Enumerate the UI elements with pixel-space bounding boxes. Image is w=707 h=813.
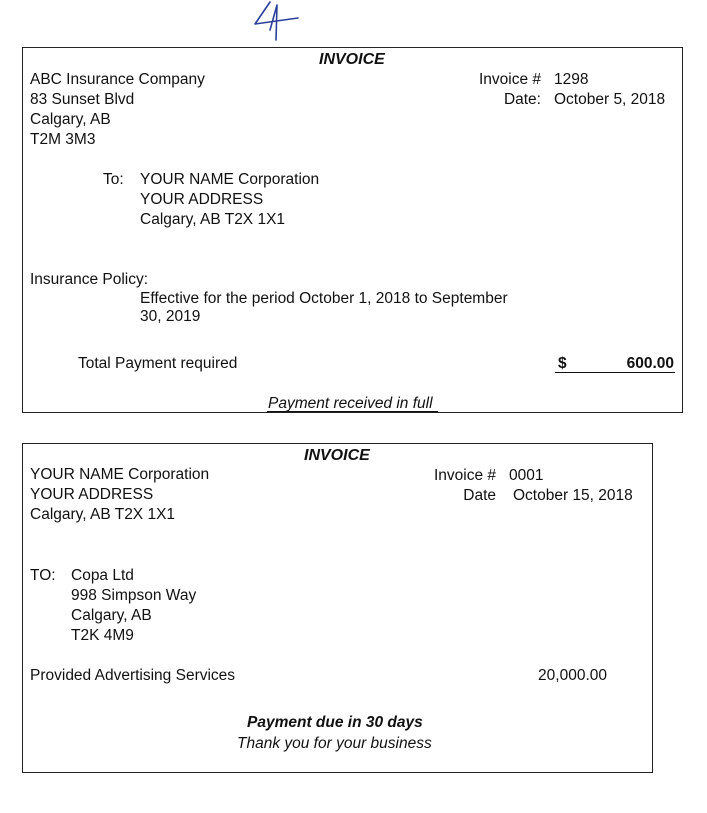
recipient-city: Calgary, AB T2X 1X1 [140, 211, 286, 228]
sender-street: YOUR ADDRESS [30, 486, 154, 503]
payment-status-note: Payment received in full [268, 395, 433, 412]
policy-period-line-2: 30, 2019 [140, 308, 201, 325]
recipient-label: TO: [30, 567, 56, 584]
invoice-number: 0001 [509, 467, 544, 484]
sender-name: YOUR NAME Corporation [30, 466, 210, 483]
invoice-date: October 5, 2018 [554, 91, 666, 108]
sender-city: Calgary, AB T2X 1X1 [30, 506, 176, 523]
invoice-number-label: Invoice # [478, 71, 541, 88]
invoice-number: 1298 [554, 71, 589, 88]
payment-terms: Payment due in 30 days [247, 714, 423, 731]
invoice-number-label: Invoice # [433, 467, 496, 484]
recipient-label: To: [103, 171, 124, 188]
sender-street: 83 Sunset Blvd [30, 91, 135, 108]
sender-name: ABC Insurance Company [30, 71, 205, 88]
sender-city: Calgary, AB [30, 111, 111, 128]
total-amount: 600.00 [626, 355, 674, 372]
invoice-title: INVOICE [304, 447, 370, 464]
total-label: Total Payment required [78, 355, 238, 372]
recipient-street: YOUR ADDRESS [140, 191, 264, 208]
service-description: Provided Advertising Services [30, 667, 236, 684]
recipient-postal: T2K 4M9 [71, 627, 134, 644]
service-amount: 20,000.00 [538, 667, 607, 684]
payment-status-underline [267, 411, 438, 412]
invoice-date: October 15, 2018 [513, 487, 633, 504]
invoice-date-label: Date [463, 487, 496, 504]
sender-postal: T2M 3M3 [30, 131, 96, 148]
policy-label: Insurance Policy: [30, 271, 149, 288]
recipient-name: Copa Ltd [71, 567, 134, 584]
recipient-name: YOUR NAME Corporation [140, 171, 320, 188]
invoice-title: INVOICE [319, 51, 385, 68]
recipient-city: Calgary, AB [71, 607, 152, 624]
policy-period-line-1: Effective for the period October 1, 2018 to September [140, 290, 508, 307]
currency-symbol: $ [558, 355, 567, 372]
thank-you-note: Thank you for your business [237, 735, 432, 752]
handwritten-number-four-icon [250, 0, 302, 42]
invoice-date-label: Date: [503, 91, 541, 108]
total-underline [555, 372, 675, 373]
recipient-street: 998 Simpson Way [71, 587, 197, 604]
